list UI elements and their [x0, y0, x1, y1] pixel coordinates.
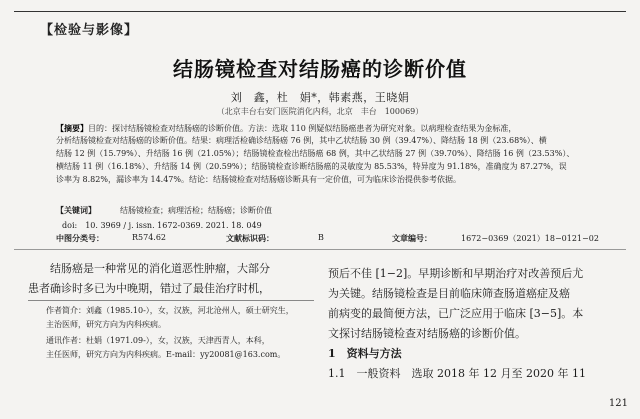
abstract-line: 横结肠 11 例（16.18%）、升结肠 14 例（20.59%）；结肠镜检查诊断结肠癌的灵敏度为 85.53%，特异度为 91.18%，准确度为 87.27%，误	[56, 162, 567, 171]
header-rule	[14, 11, 626, 12]
article-number-value: 1672−0369（2021）18−0121−02	[461, 234, 599, 243]
abstract-line: 分析结肠镜检查对结肠癌的诊断价值。结果：病理活检确诊结肠癌 76 例，其中乙状结肠 30 例（39.47%）、降结肠 18 例（23.68%）、横	[56, 136, 547, 145]
article-title: 结肠镜检查对结肠癌的诊断价值	[173, 57, 467, 81]
right-column	[328, 264, 624, 384]
keywords-label: 【关键词】	[56, 205, 96, 215]
body-line: 1.1 一般资料 选取 2018 年 12 月至 2020 年 11	[328, 367, 586, 380]
body-line: 为关键。结肠镜检查是目前临床筛查肠道癌症及癌	[328, 287, 570, 300]
author-list: 刘 鑫，杜 娟*，韩素燕，王晓娟	[230, 91, 410, 104]
footnote-line: 主任医师，研究方向为内科疾病。E-mail：yy20081@163.com。	[46, 350, 286, 359]
body-line: 患者确诊时多已为中晚期，错过了最佳治疗时机，	[28, 282, 270, 295]
body-line: 预后不佳 [1−2]。早期诊断和早期治疗对改善预后尤	[328, 267, 584, 280]
abstract-text: 目的：探讨结肠镜检查对结肠癌的诊断价值。方法：选取 110 例疑似结肠癌患者为研究对象。以病理检查结果为金标准，	[88, 124, 517, 133]
body-line: 前病变的最简便方法，已广泛应用于临床 [3−5]。本	[328, 307, 584, 320]
affiliation: （北京丰台右安门医院消化内科，北京 丰台 100069）	[216, 107, 424, 116]
body-line: 文探讨结肠镜检查对结肠癌的诊断价值。	[328, 327, 526, 340]
section-heading: 1 资料与方法	[328, 347, 402, 360]
footnote-line: 作者简介：刘鑫（1985.10-），女，汉族，河北沧州人，硕士研究生，	[46, 306, 294, 315]
left-column	[28, 259, 314, 299]
footnote-line: 通讯作者：杜娟（1971.09-），女，汉族，天津西青人，本科，	[46, 336, 270, 345]
footnote-line: 主治医师，研究方向为内科疾病。	[46, 320, 166, 329]
clc-value: R574.62	[132, 233, 167, 242]
abstract-block	[56, 123, 614, 243]
abstract-line: 结肠 12 例（15.79%）、升结肠 16 例（21.05%）；结肠镜检查检出结肠癌 68 例，其中乙状结肠 27 例（39.70%）、降结肠 16 例（23.53%）、	[56, 149, 575, 158]
page-number: 121	[608, 398, 628, 409]
doi: doi: 10. 3969 / j. issn. 1672-0369. 2021. 18. 049	[62, 221, 262, 230]
doc-code-label: 文献标识码：	[226, 233, 274, 243]
body-line: 结肠癌是一种常见的消化道恶性肿瘤，大部分	[50, 262, 270, 275]
abstract-line	[56, 123, 614, 134]
footnote-rule	[28, 300, 314, 301]
keywords-value: 结肠镜检查；病理活检；结肠癌；诊断价值	[120, 206, 272, 215]
clc-label: 中图分类号：	[56, 233, 104, 243]
abstract-line: 诊率为 8.82%，漏诊率为 14.47%。结论：结肠镜检查对结肠癌诊断具有一定价值，可为临床诊治提供参考依据。	[56, 175, 461, 184]
article-number-label: 文章编号：	[392, 233, 432, 243]
doc-code-value: B	[318, 233, 324, 242]
abstract-label: 【摘要】	[56, 123, 88, 133]
section-tag: 【检验与影像】	[40, 23, 139, 38]
abstract-divider	[14, 249, 626, 250]
